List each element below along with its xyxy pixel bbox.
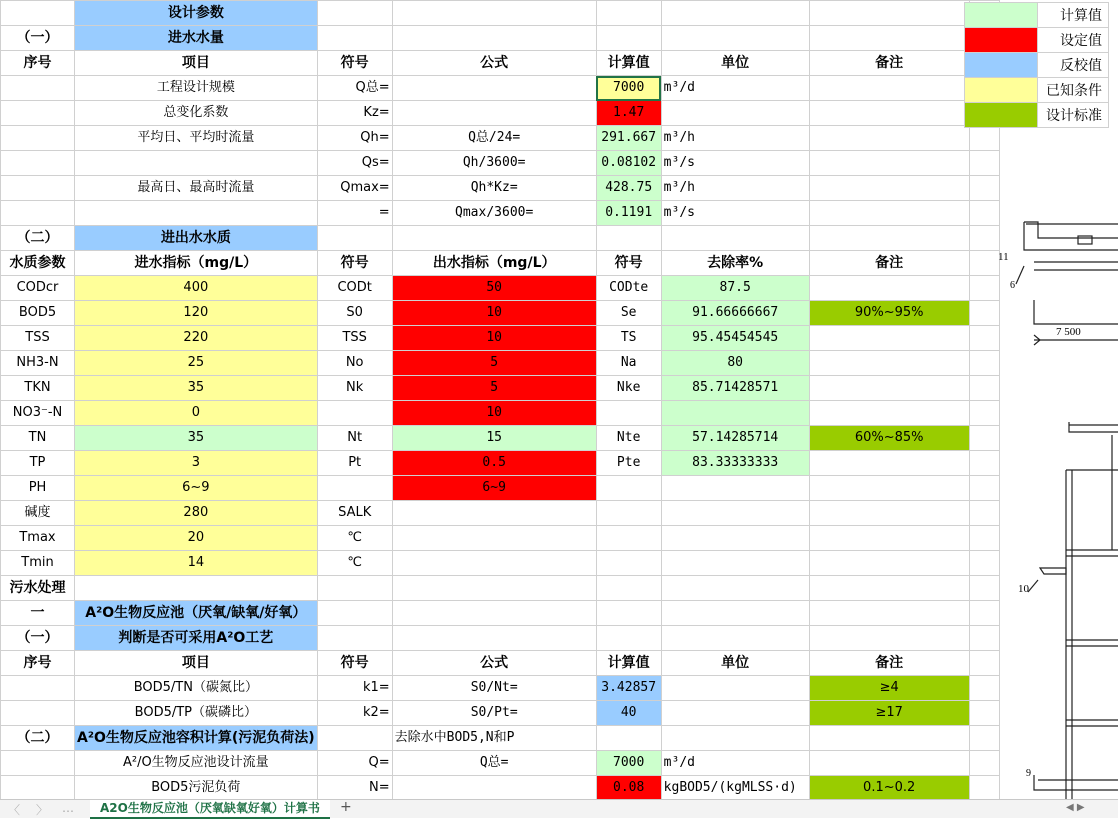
cell-r20-c5[interactable] [596, 476, 661, 501]
cell-r6-c6[interactable]: m³/h [661, 126, 809, 151]
cell-r11-c2[interactable]: 进水指标（mg/L） [75, 251, 318, 276]
cell-r15-c7[interactable] [809, 351, 969, 376]
table-row [1, 776, 1000, 801]
cell-r23-c1[interactable]: Tmin [1, 551, 75, 576]
cell-r12-c7[interactable] [809, 276, 969, 301]
cell-r7-c4[interactable]: Qh/3600= [392, 151, 596, 176]
cell-r11-c7[interactable]: 备注 [809, 251, 969, 276]
cell-r16-c7[interactable] [809, 376, 969, 401]
cell-r27-c5[interactable]: 计算值 [596, 651, 661, 676]
cell-r30-c5[interactable] [596, 726, 661, 751]
more-sheets-icon[interactable]: … [62, 801, 74, 815]
cell-r10-c6[interactable] [661, 226, 809, 251]
cell-r27-c2[interactable]: 项目 [75, 651, 318, 676]
cell-r2-c5[interactable] [596, 26, 661, 51]
cell-r12-c5[interactable]: CODte [596, 276, 661, 301]
cell-r3-c1[interactable]: 序号 [1, 51, 75, 76]
table-row [1, 601, 1000, 626]
cell-r2-c1[interactable]: （一） [1, 26, 75, 51]
table-row [1, 301, 1000, 326]
table-row [1, 101, 1000, 126]
cell-r20-c1[interactable]: PH [1, 476, 75, 501]
cell-r5-c3[interactable]: Kz= [317, 101, 392, 126]
cell-r19-c1[interactable]: TP [1, 451, 75, 476]
cell-r9-c6[interactable]: m³/s [661, 201, 809, 226]
cell-r5-c1[interactable] [1, 101, 75, 126]
table-row [1, 76, 1000, 101]
table-row [1, 576, 1000, 601]
cell-r10-c7[interactable] [809, 226, 969, 251]
cell-r2-c7[interactable] [809, 26, 969, 51]
cell-r14-c3[interactable]: TSS [317, 326, 392, 351]
cell-r18-c5[interactable]: Nte [596, 426, 661, 451]
add-sheet-icon[interactable]: + [340, 799, 352, 815]
cell-r8-c3[interactable]: Qmax= [317, 176, 392, 201]
cell-r3-c4[interactable]: 公式 [392, 51, 596, 76]
cell-r20-c7[interactable] [809, 476, 969, 501]
table-row [1, 1, 1000, 26]
cell-r25-c5[interactable] [596, 601, 661, 626]
cell-r31-c4[interactable]: Q总= [392, 751, 596, 776]
legend-label: 反校值 [1038, 53, 1109, 78]
table-row [1, 126, 1000, 151]
cell-r7-c7[interactable] [809, 151, 969, 176]
legend-swatch [965, 3, 1038, 28]
svg-text:11: 11 [998, 251, 1009, 263]
table-row [1, 426, 1000, 451]
cell-r10-c5[interactable] [596, 226, 661, 251]
cell-r26-c1[interactable]: （一） [1, 626, 75, 651]
cell-r10-c4[interactable] [392, 226, 596, 251]
cell-r23-c4[interactable] [392, 551, 596, 576]
cell-r5-c2[interactable]: 总变化系数 [75, 101, 318, 126]
cell-r25-c3[interactable] [317, 601, 392, 626]
svg-text:10: 10 [1018, 583, 1029, 595]
cell-r25-c2[interactable]: A²O生物反应池（厌氧/缺氧/好氧） [75, 601, 318, 626]
cell-r18-c6[interactable]: 57.14285714 [661, 426, 809, 451]
cell-r16-c4[interactable]: 5 [392, 376, 596, 401]
cell-r31-c7[interactable] [809, 751, 969, 776]
cell-r22-c6[interactable] [661, 526, 809, 551]
cell-r30-c3[interactable] [317, 726, 392, 751]
cell-r29-c5[interactable]: 40 [596, 701, 661, 726]
color-legend [964, 2, 1109, 128]
cell-r7-c2[interactable] [75, 151, 318, 176]
cell-r26-c3[interactable] [317, 626, 392, 651]
cell-r31-c3[interactable]: Q= [317, 751, 392, 776]
legend-swatch [965, 28, 1038, 53]
cell-r9-c5[interactable]: 0.1191 [596, 201, 661, 226]
table-row [1, 626, 1000, 651]
table-row [1, 676, 1000, 701]
prev-sheet-icon[interactable]: 〈 [8, 803, 21, 817]
cell-r15-c2[interactable]: 25 [75, 351, 318, 376]
cell-r19-c3[interactable]: Pt [317, 451, 392, 476]
cell-r8-c5[interactable]: 428.75 [596, 176, 661, 201]
table-row [1, 376, 1000, 401]
sheet-tab-a2o[interactable]: A2O生物反应池（厌氧缺氧好氧）计算书 [90, 800, 330, 819]
cell-r10-c3[interactable] [317, 226, 392, 251]
cell-r31-c1[interactable] [1, 751, 75, 776]
cell-r23-c5[interactable] [596, 551, 661, 576]
cell-r8-c7[interactable] [809, 176, 969, 201]
cell-r9-c1[interactable] [1, 201, 75, 226]
table-row [1, 51, 1000, 76]
table-row [1, 226, 1000, 251]
cell-r21-c3[interactable]: SALK [317, 501, 392, 526]
cell-r26-c6[interactable] [661, 626, 809, 651]
cell-r2-c3[interactable] [317, 26, 392, 51]
cell-r7-c8[interactable] [969, 151, 999, 176]
cell-r13-c2[interactable]: 120 [75, 301, 318, 326]
cell-r22-c7[interactable] [809, 526, 969, 551]
cell-r30-c6[interactable] [661, 726, 809, 751]
cell-r31-c2[interactable]: A²/O生物反应池设计流量 [75, 751, 318, 776]
cell-r9-c4[interactable]: Qmax/3600= [392, 201, 596, 226]
cell-r23-c7[interactable] [809, 551, 969, 576]
legend-row [965, 78, 1109, 103]
cell-r6-c4[interactable]: Q总/24= [392, 126, 596, 151]
cell-r2-c6[interactable] [661, 26, 809, 51]
cell-r27-c6[interactable]: 单位 [661, 651, 809, 676]
legend-row [965, 103, 1109, 128]
table-row [1, 501, 1000, 526]
cell-r24-c7[interactable] [809, 576, 969, 601]
cell-r2-c2[interactable]: 进水水量 [75, 26, 318, 51]
svg-text:9: 9 [1026, 768, 1031, 779]
cell-r10-c2[interactable]: 进出水水质 [75, 226, 318, 251]
table-row [1, 526, 1000, 551]
horizontal-scrollbar-arrows[interactable]: ◀ ▶ [1066, 802, 1085, 813]
cell-r20-c2[interactable]: 6~9 [75, 476, 318, 501]
cell-r26-c5[interactable] [596, 626, 661, 651]
cell-r17-c3[interactable] [317, 401, 392, 426]
cell-r22-c2[interactable]: 20 [75, 526, 318, 551]
cell-r16-c1[interactable]: TKN [1, 376, 75, 401]
cell-r32-c5[interactable]: 0.08 [596, 776, 661, 801]
cell-r1-c3[interactable] [317, 1, 392, 26]
table-row [1, 651, 1000, 676]
cell-r24-c3[interactable] [317, 576, 392, 601]
cell-r13-c3[interactable]: S0 [317, 301, 392, 326]
cell-r28-c4[interactable]: S0/Nt= [392, 676, 596, 701]
cell-r32-c4[interactable] [392, 776, 596, 801]
table-row [1, 726, 1000, 751]
cell-r25-c7[interactable] [809, 601, 969, 626]
cell-r19-c4[interactable]: 0.5 [392, 451, 596, 476]
cell-r29-c7[interactable]: ≥17 [809, 701, 969, 726]
cell-r20-c6[interactable] [661, 476, 809, 501]
cell-r21-c4[interactable] [392, 501, 596, 526]
table-row [1, 351, 1000, 376]
cell-r18-c7[interactable]: 60%~85% [809, 426, 969, 451]
legend-row [965, 53, 1109, 78]
cell-r22-c3[interactable]: ℃ [317, 526, 392, 551]
cell-r12-c3[interactable]: CODt [317, 276, 392, 301]
cell-r3-c6[interactable]: 单位 [661, 51, 809, 76]
table-row [1, 476, 1000, 501]
cell-r23-c2[interactable]: 14 [75, 551, 318, 576]
cell-r13-c5[interactable]: Se [596, 301, 661, 326]
cell-r28-c6[interactable] [661, 676, 809, 701]
cell-r6-c7[interactable] [809, 126, 969, 151]
cell-r22-c1[interactable]: Tmax [1, 526, 75, 551]
cell-r13-c1[interactable]: BOD5 [1, 301, 75, 326]
cell-r1-c2[interactable]: 设计参数 [75, 1, 318, 26]
cell-r25-c4[interactable] [392, 601, 596, 626]
cell-r1-c7[interactable] [809, 1, 969, 26]
cell-r25-c1[interactable]: 一 [1, 601, 75, 626]
cell-r11-c3[interactable]: 符号 [317, 251, 392, 276]
cell-r4-c3[interactable]: Q总= [317, 76, 392, 101]
cell-r14-c4[interactable]: 10 [392, 326, 596, 351]
cell-r28-c1[interactable] [1, 676, 75, 701]
cell-r3-c5[interactable]: 计算值 [596, 51, 661, 76]
cell-r5-c6[interactable] [661, 101, 809, 126]
cell-r15-c5[interactable]: Na [596, 351, 661, 376]
cell-r8-c8[interactable] [969, 176, 999, 201]
cell-r10-c1[interactable]: （二） [1, 226, 75, 251]
table-row [1, 751, 1000, 776]
cell-r11-c4[interactable]: 出水指标（mg/L） [392, 251, 596, 276]
legend-row [965, 28, 1109, 53]
cell-r25-c6[interactable] [661, 601, 809, 626]
cell-r4-c2[interactable]: 工程设计规模 [75, 76, 318, 101]
cell-r32-c3[interactable]: N= [317, 776, 392, 801]
cell-r30-c7[interactable] [809, 726, 969, 751]
cell-r26-c7[interactable] [809, 626, 969, 651]
legend-swatch [965, 53, 1038, 78]
cell-r21-c6[interactable] [661, 501, 809, 526]
cell-r29-c2[interactable]: BOD5/TP（碳磷比） [75, 701, 318, 726]
cell-r4-c1[interactable] [1, 76, 75, 101]
cell-r17-c4[interactable]: 10 [392, 401, 596, 426]
cell-r7-c1[interactable] [1, 151, 75, 176]
cell-r19-c2[interactable]: 3 [75, 451, 318, 476]
cell-r11-c5[interactable]: 符号 [596, 251, 661, 276]
cell-r17-c1[interactable]: NO3⁻-N [1, 401, 75, 426]
cell-r8-c4[interactable]: Qh*Kz= [392, 176, 596, 201]
cell-r19-c6[interactable]: 83.33333333 [661, 451, 809, 476]
cell-r32-c2[interactable]: BOD5污泥负荷 [75, 776, 318, 801]
cell-r13-c7[interactable]: 90%~95% [809, 301, 969, 326]
cell-r4-c7[interactable] [809, 76, 969, 101]
cell-r11-c6[interactable]: 去除率% [661, 251, 809, 276]
cell-r30-c2[interactable]: A²O生物反应池容积计算(污泥负荷法) [75, 726, 318, 751]
cell-r16-c2[interactable]: 35 [75, 376, 318, 401]
cell-r28-c5[interactable]: 3.42857 [596, 676, 661, 701]
table-row [1, 151, 1000, 176]
cell-r21-c5[interactable] [596, 501, 661, 526]
cell-r26-c2[interactable]: 判断是否可采用A²O工艺 [75, 626, 318, 651]
cell-r21-c1[interactable]: 碱度 [1, 501, 75, 526]
cell-r24-c1[interactable]: 污水处理 [1, 576, 75, 601]
table-row [1, 451, 1000, 476]
cell-r5-c7[interactable] [809, 101, 969, 126]
legend-swatch [965, 78, 1038, 103]
cell-r30-c1[interactable]: （二） [1, 726, 75, 751]
cell-r6-c2[interactable]: 平均日、平均时流量 [75, 126, 318, 151]
cell-r20-c4[interactable]: 6~9 [392, 476, 596, 501]
cell-r19-c7[interactable] [809, 451, 969, 476]
cell-r3-c3[interactable]: 符号 [317, 51, 392, 76]
cell-r27-c7[interactable]: 备注 [809, 651, 969, 676]
legend-label: 已知条件 [1038, 78, 1109, 103]
cell-r18-c2[interactable]: 35 [75, 426, 318, 451]
cell-r17-c7[interactable] [809, 401, 969, 426]
cell-r7-c6[interactable]: m³/s [661, 151, 809, 176]
table-row [1, 176, 1000, 201]
table-row [1, 326, 1000, 351]
cell-r29-c1[interactable] [1, 701, 75, 726]
cell-r15-c3[interactable]: No [317, 351, 392, 376]
cell-r11-c1[interactable]: 水质参数 [1, 251, 75, 276]
cell-r29-c4[interactable]: S0/Pt= [392, 701, 596, 726]
cell-r14-c1[interactable]: TSS [1, 326, 75, 351]
cell-r24-c4[interactable] [392, 576, 596, 601]
cell-r17-c5[interactable] [596, 401, 661, 426]
cell-r6-c1[interactable] [1, 126, 75, 151]
cell-r19-c5[interactable]: Pte [596, 451, 661, 476]
cell-r14-c6[interactable]: 95.45454545 [661, 326, 809, 351]
table-row [1, 201, 1000, 226]
cell-r5-c5[interactable]: 1.47 [596, 101, 661, 126]
cell-r12-c4[interactable]: 50 [392, 276, 596, 301]
legend-label: 计算值 [1038, 3, 1109, 28]
cell-r32-c1[interactable] [1, 776, 75, 801]
cell-r16-c5[interactable]: Nke [596, 376, 661, 401]
cell-r12-c2[interactable]: 400 [75, 276, 318, 301]
cell-r5-c4[interactable] [392, 101, 596, 126]
cell-r24-c6[interactable] [661, 576, 809, 601]
cell-r8-c2[interactable]: 最高日、最高时流量 [75, 176, 318, 201]
cell-r14-c7[interactable] [809, 326, 969, 351]
legend-label: 设定值 [1038, 28, 1109, 53]
cell-r22-c5[interactable] [596, 526, 661, 551]
cell-r9-c2[interactable] [75, 201, 318, 226]
cell-r20-c3[interactable] [317, 476, 392, 501]
legend-label: 设计标准 [1038, 103, 1109, 128]
cell-r12-c1[interactable]: CODcr [1, 276, 75, 301]
sheet-tab-bar [0, 799, 1118, 818]
table-row [1, 26, 1000, 51]
cell-r1-c6[interactable] [661, 1, 809, 26]
cell-r24-c2[interactable] [75, 576, 318, 601]
cell-r12-c6[interactable]: 87.5 [661, 276, 809, 301]
svg-text:7 500: 7 500 [1056, 326, 1081, 338]
cell-r29-c3[interactable]: k2= [317, 701, 392, 726]
cell-r4-c5[interactable]: 7000 [596, 76, 661, 101]
cell-r16-c3[interactable]: Nk [317, 376, 392, 401]
cell-r6-c8[interactable] [969, 126, 999, 151]
legend-swatch [965, 103, 1038, 128]
legend-row [965, 3, 1109, 28]
cell-r3-c2[interactable]: 项目 [75, 51, 318, 76]
cell-r18-c4[interactable]: 15 [392, 426, 596, 451]
svg-text:6: 6 [1010, 280, 1015, 291]
cell-r31-c5[interactable]: 7000 [596, 751, 661, 776]
cell-r23-c6[interactable] [661, 551, 809, 576]
cell-r28-c3[interactable]: k1= [317, 676, 392, 701]
cell-r32-c7[interactable]: 0.1~0.2 [809, 776, 969, 801]
table-row [1, 401, 1000, 426]
cell-r7-c3[interactable]: Qs= [317, 151, 392, 176]
cell-r27-c4[interactable]: 公式 [392, 651, 596, 676]
cell-r21-c7[interactable] [809, 501, 969, 526]
cell-r16-c6[interactable]: 85.71428571 [661, 376, 809, 401]
cell-r15-c6[interactable]: 80 [661, 351, 809, 376]
cell-r4-c4[interactable] [392, 76, 596, 101]
cell-r8-c1[interactable] [1, 176, 75, 201]
cell-r30-c4[interactable]: 去除水中BOD5,N和P [392, 726, 596, 751]
cell-r27-c3[interactable]: 符号 [317, 651, 392, 676]
table-row [1, 701, 1000, 726]
cell-r8-c6[interactable]: m³/h [661, 176, 809, 201]
cell-r23-c3[interactable]: ℃ [317, 551, 392, 576]
cell-r14-c5[interactable]: TS [596, 326, 661, 351]
table-row [1, 276, 1000, 301]
cell-r6-c5[interactable]: 291.667 [596, 126, 661, 151]
cell-r27-c1[interactable]: 序号 [1, 651, 75, 676]
cell-r6-c3[interactable]: Qh= [317, 126, 392, 151]
cell-r4-c6[interactable]: m³/d [661, 76, 809, 101]
table-row [1, 551, 1000, 576]
cell-r17-c2[interactable]: 0 [75, 401, 318, 426]
cell-r15-c1[interactable]: NH3-N [1, 351, 75, 376]
cell-r28-c2[interactable]: BOD5/TN（碳氮比） [75, 676, 318, 701]
cell-r29-c6[interactable] [661, 701, 809, 726]
cell-r14-c2[interactable]: 220 [75, 326, 318, 351]
cell-r15-c4[interactable]: 5 [392, 351, 596, 376]
cell-r24-c5[interactable] [596, 576, 661, 601]
cell-r9-c3[interactable]: = [317, 201, 392, 226]
cell-r18-c3[interactable]: Nt [317, 426, 392, 451]
cell-r22-c4[interactable] [392, 526, 596, 551]
table-row [1, 251, 1000, 276]
cell-r7-c5[interactable]: 0.08102 [596, 151, 661, 176]
cell-r13-c6[interactable]: 91.66666667 [661, 301, 809, 326]
cell-r17-c6[interactable] [661, 401, 809, 426]
cell-r13-c4[interactable]: 10 [392, 301, 596, 326]
cell-r9-c7[interactable] [809, 201, 969, 226]
engineering-drawing-image [994, 200, 1118, 800]
cell-r18-c1[interactable]: TN [1, 426, 75, 451]
next-sheet-icon[interactable]: 〉 [36, 803, 49, 817]
cell-r2-c4[interactable] [392, 26, 596, 51]
cell-r32-c6[interactable]: kgBOD5/(kgMLSS·d) [661, 776, 809, 801]
cell-r28-c7[interactable]: ≥4 [809, 676, 969, 701]
cell-r21-c2[interactable]: 280 [75, 501, 318, 526]
cell-r1-c5[interactable] [596, 1, 661, 26]
cell-r1-c1[interactable] [1, 1, 75, 26]
cell-r26-c4[interactable] [392, 626, 596, 651]
cell-r1-c4[interactable] [392, 1, 596, 26]
cell-r31-c6[interactable]: m³/d [661, 751, 809, 776]
cell-r3-c7[interactable]: 备注 [809, 51, 969, 76]
